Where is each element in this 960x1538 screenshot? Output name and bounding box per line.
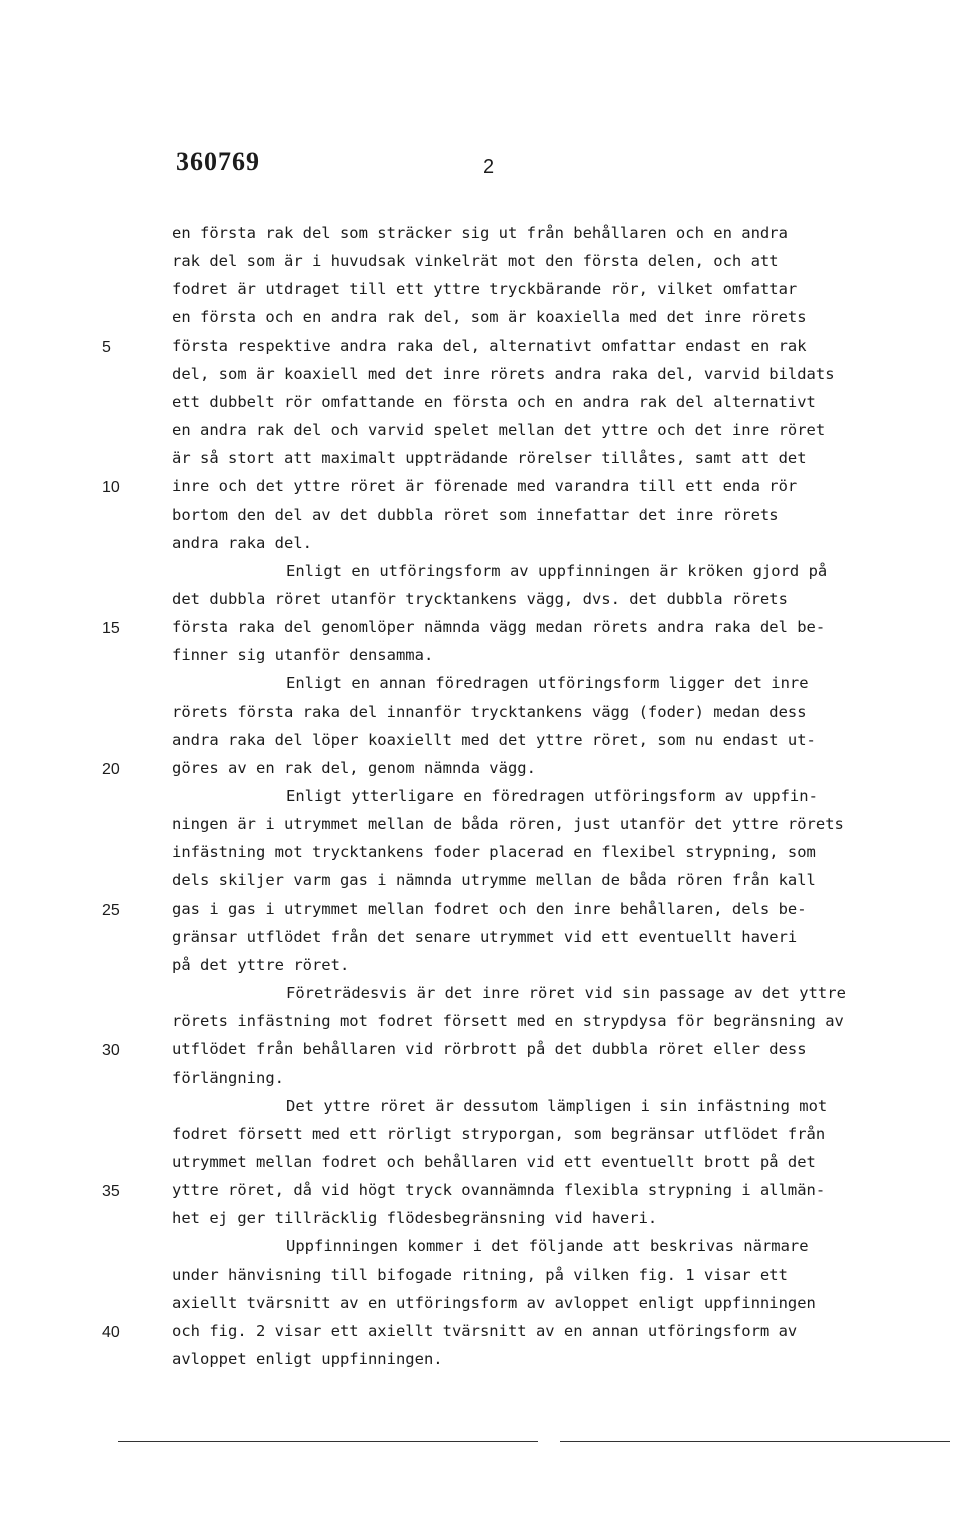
text-line: infästning mot trycktankens foder placerad en flexibel strypning, som — [172, 843, 816, 862]
text-line: axiellt tvärsnitt av en utföringsform av avloppet enligt uppfinningen — [172, 1293, 816, 1312]
text-line: yttre röret, då vid högt tryck ovannämnda flexibla strypning i allmän- — [172, 1181, 826, 1200]
text-line: gränsar utflödet från det senare utrymmet vid ett eventuellt haveri — [172, 927, 798, 946]
text-line: rak del som är i huvudsak vinkelrät mot den första delen, och att — [172, 252, 779, 271]
text-line: utflödet från behållaren vid rörbrott på det dubbla röret eller dess — [172, 1040, 807, 1059]
text-line: ningen är i utrymmet mellan de båda rören, just utanför det yttre rörets — [172, 815, 844, 834]
line-number: 30 — [102, 1042, 120, 1060]
line-number: 40 — [102, 1323, 120, 1341]
text-line: på det yttre röret. — [172, 955, 350, 974]
text-line: andra raka del löper koaxiellt med det yttre röret, som nu endast ut- — [172, 730, 816, 749]
text-line: dels skiljer varm gas i nämnda utrymme mellan de båda rören från kall — [172, 871, 816, 890]
text-line: avloppet enligt uppfinningen. — [172, 1350, 443, 1368]
text-line: en första och en andra rak del, som är koaxiella med det inre rörets — [172, 308, 807, 327]
text-line: het ej ger tillräcklig flödesbegränsning vid haveri. — [172, 1209, 658, 1228]
document-number: 360769 — [176, 147, 260, 176]
text-line: och fig. 2 visar ett axiellt tvärsnitt av en annan utföringsform av — [172, 1321, 798, 1340]
text-line: Det yttre röret är dessutom lämpligen i sin infästning mot — [286, 1096, 828, 1115]
text-line: Företrädesvis är det inre röret vid sin passage av det yttre — [286, 984, 846, 1003]
text-line: utrymmet mellan fodret och behållaren vid ett eventuellt brott på det — [172, 1152, 816, 1171]
text-line: finner sig utanför densamma. — [172, 646, 434, 665]
text-line: under hänvisning till bifogade ritning, på vilken fig. 1 visar ett — [172, 1265, 788, 1284]
text-line: inre och det yttre röret är förenade med varandra till ett enda rör — [172, 477, 798, 496]
text-line: det dubbla röret utanför trycktankens vägg, dvs. det dubbla rörets — [172, 589, 788, 608]
text-line: rörets första raka del innanför trycktankens vägg (foder) medan dess — [172, 702, 807, 721]
text-line: en första rak del som sträcker sig ut från behållaren och en andra — [172, 224, 788, 242]
text-line: förlängning. — [172, 1068, 284, 1087]
text-line: ett dubbelt rör omfattande en första och en andra rak del alternativt — [172, 392, 816, 411]
line-number: 35 — [102, 1183, 120, 1201]
text-line: andra raka del. — [172, 533, 312, 552]
text-line: Enligt en annan föredragen utföringsform ligger det inre — [286, 674, 809, 693]
text-line: är så stort att maximalt uppträdande rörelser tillåtes, samt att det — [172, 449, 807, 468]
footer-rule-right — [560, 1441, 950, 1442]
text-line: bortom den del av det dubbla röret som innefattar det inre rörets — [172, 505, 779, 524]
text-line: del, som är koaxiell med det inre rörets andra raka del, varvid bildats — [172, 364, 835, 383]
text-line: första respektive andra raka del, alternativt omfattar endast en rak — [172, 336, 807, 355]
line-number: 20 — [102, 760, 120, 778]
line-number: 10 — [102, 479, 120, 497]
text-line: Uppfinningen kommer i det följande att beskrivas närmare — [286, 1237, 809, 1256]
footer-rule-left — [118, 1441, 538, 1442]
text-line: rörets infästning mot fodret försett med en strypdysa för begränsning av — [172, 1012, 844, 1031]
text-line: fodret försett med ett rörligt stryporgan, som begränsar utflödet från — [172, 1124, 826, 1143]
page-number: 2 — [483, 156, 495, 178]
text-line: Enligt ytterligare en föredragen utföringsform av uppfin- — [286, 787, 818, 805]
text-line: gas i gas i utrymmet mellan fodret och den inre behållaren, dels be- — [172, 899, 807, 918]
text-line: en andra rak del och varvid spelet mellan det yttre och det inre röret — [172, 421, 826, 440]
line-number: 15 — [102, 620, 120, 638]
line-number: 25 — [102, 901, 120, 919]
text-line: fodret är utdraget till ett yttre tryckbärande rör, vilket omfattar — [172, 280, 798, 299]
text-line: göres av en rak del, genom nämnda vägg. — [172, 758, 536, 777]
line-number: 5 — [102, 338, 111, 356]
text-line: Enligt en utföringsform av uppfinningen är kröken gjord på — [286, 561, 828, 580]
text-line: första raka del genomlöper nämnda vägg medan rörets andra raka del be- — [172, 618, 826, 637]
